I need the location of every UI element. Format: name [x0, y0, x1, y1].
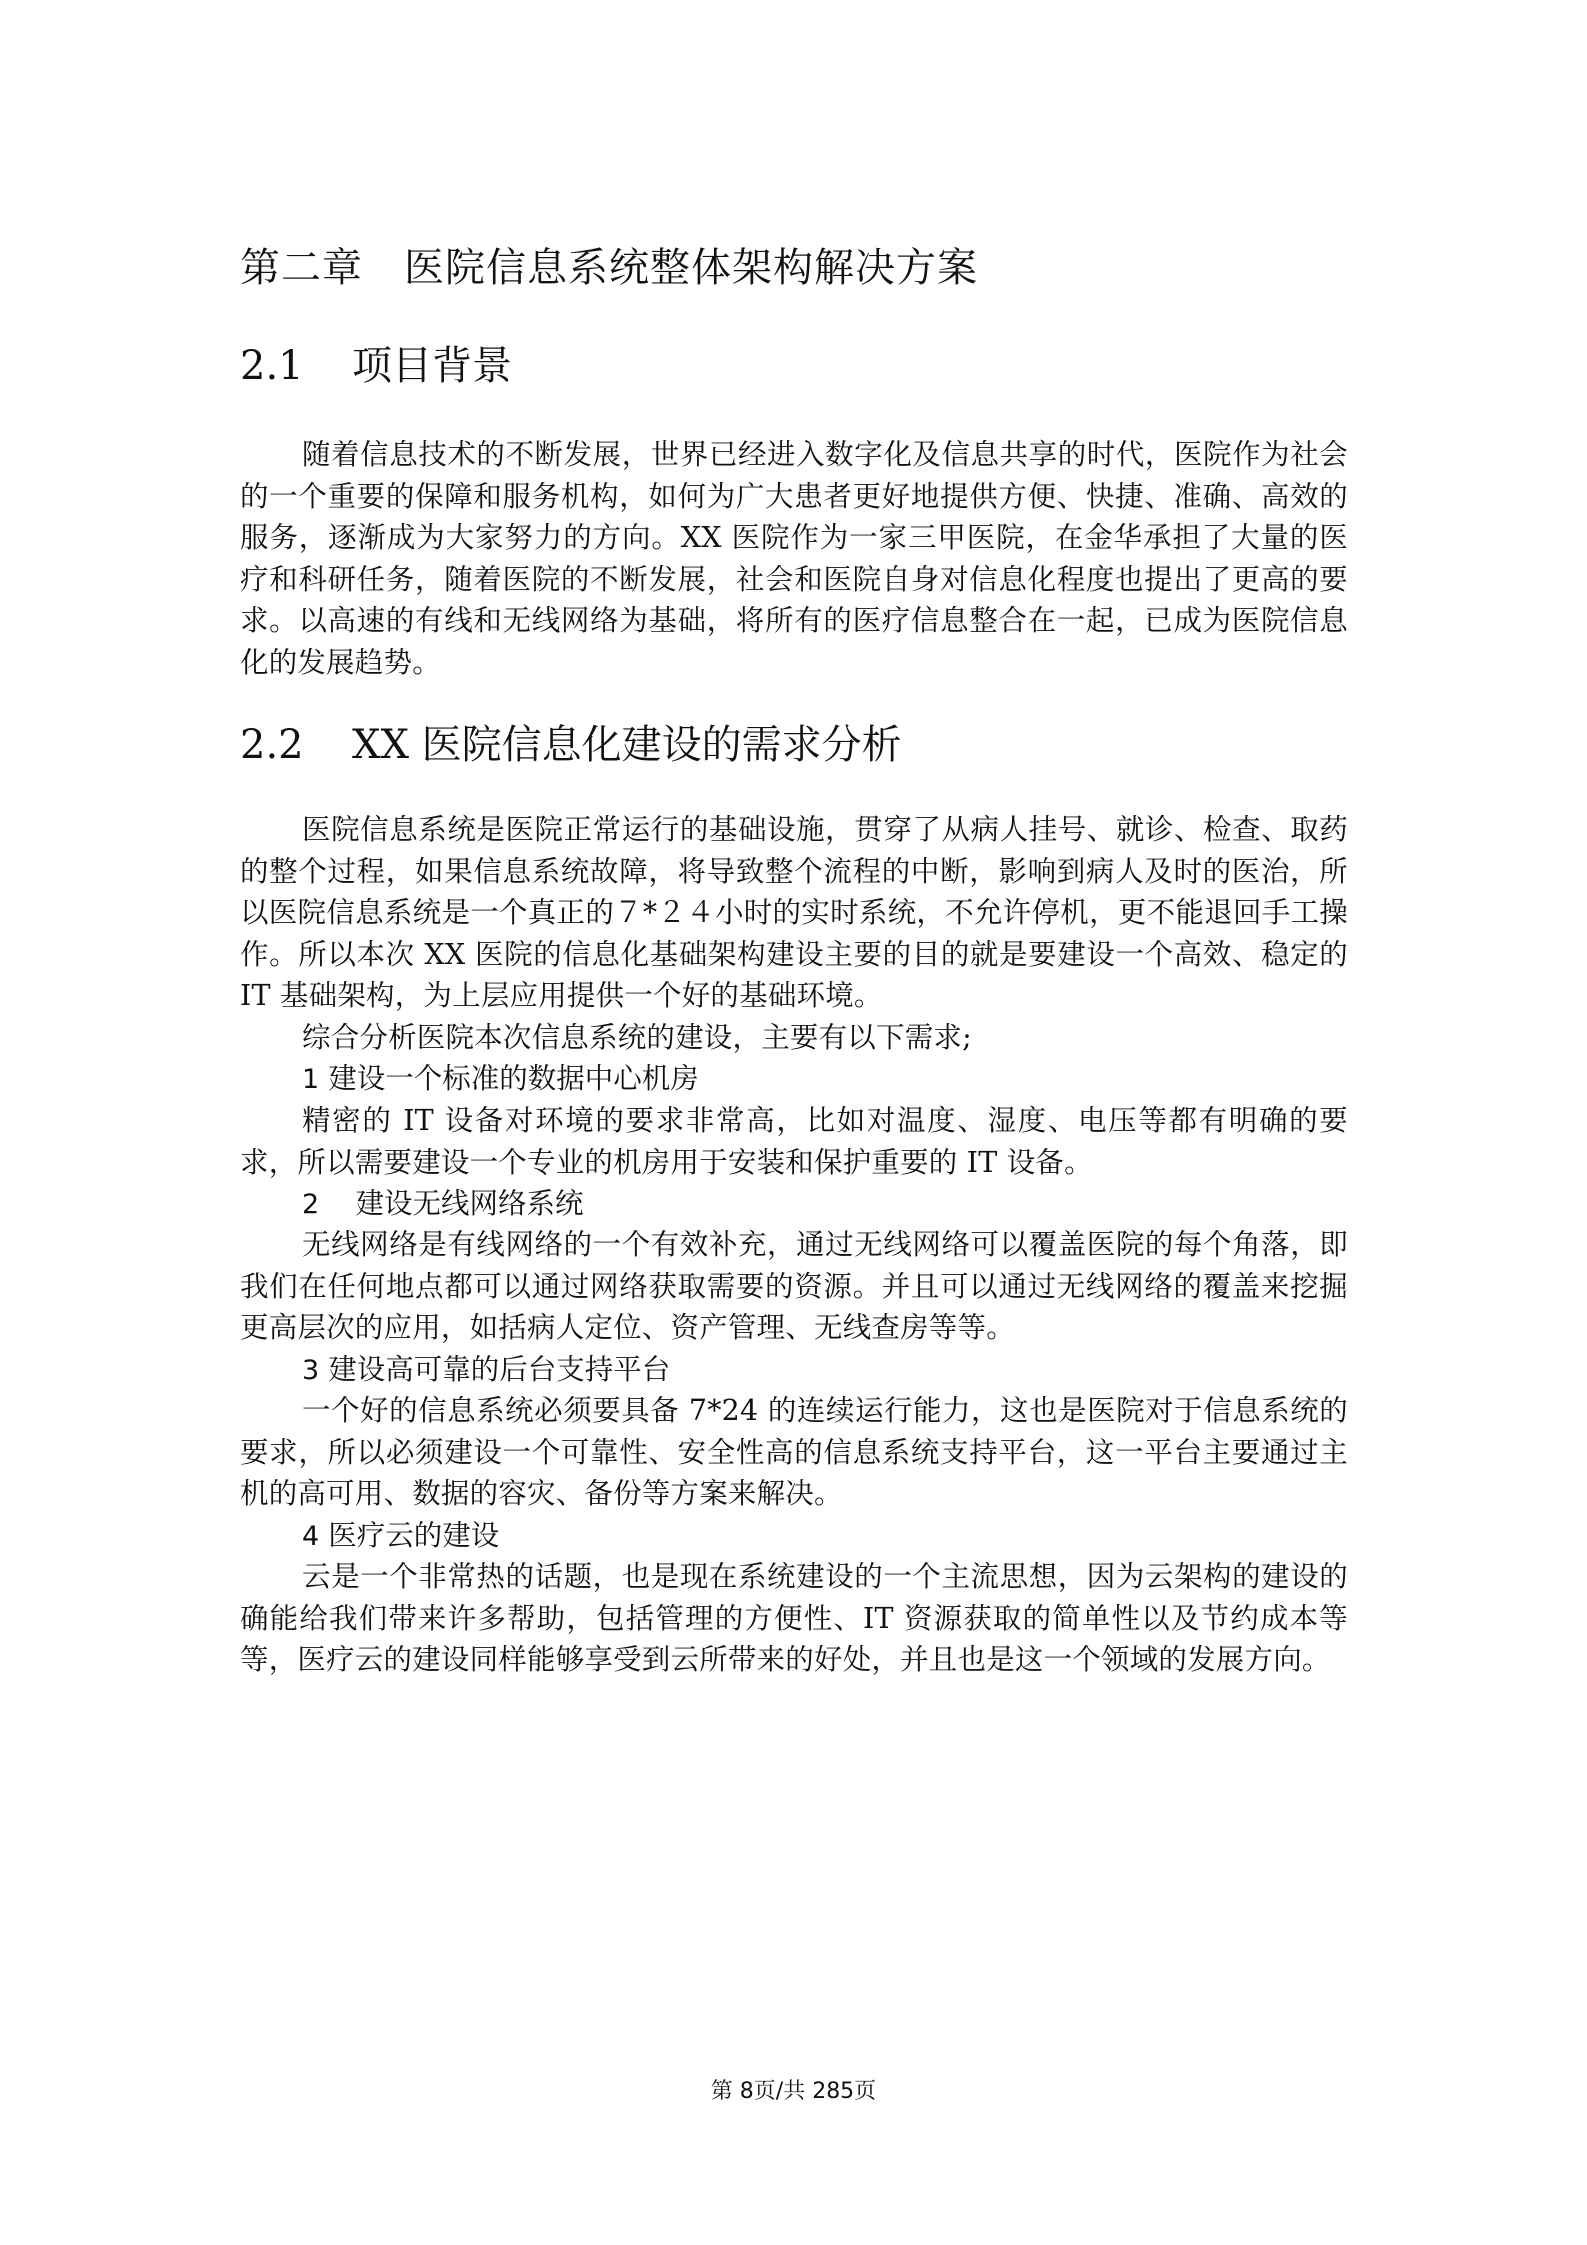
requirements-intro: 综合分析医院本次信息系统的建设，主要有以下需求; [302, 1021, 972, 1054]
page-number-label: 第 8页/共 285页 [710, 2079, 877, 2104]
requirement-heading-3 [302, 1349, 670, 1392]
section-title-text: 项目背景 [352, 343, 512, 389]
requirement-heading-4 [302, 1515, 499, 1558]
chapter-title: 第二章 医院信息系统整体架构解决方案 [240, 245, 978, 291]
requirement-title: 医疗云的建设 [328, 1519, 500, 1552]
section-heading-2-1 [240, 338, 512, 394]
requirement-number: 4 [302, 1521, 320, 1552]
requirement-title: 建设无线网络系统 [355, 1187, 584, 1220]
requirement-title: 建设高可靠的后台支持平台 [328, 1353, 671, 1386]
section-number: 2.2 [240, 722, 304, 768]
requirement-heading-1 [302, 1058, 699, 1101]
requirement-text-1: 精密的 IT 设备对环境的要求非常高，比如对温度、湿度、电压等都有明确的要求，所以需要建设一个专业的机房用于安装和保护重要的 IT 设备。 [240, 1104, 1348, 1179]
background-paragraph: 随着信息技术的不断发展，世界已经进入数字化及信息共享的时代，医院作为社会的一个重要的保障和服务机构，如何为广大患者更好地提供方便、快捷、准确、高效的服务，逐渐成为大家努力的方向。XX 医院作为一家三甲医院，在金华承担了大量的医疗和科研任务，随着医院的不断发展，社会和医院自身对信息化程度也提出了更高的要求。以高速的有线和无线网络为基础，将所有的医疗信息整合在一起，已成为医院信息化的发展趋势。 [240, 438, 1348, 679]
page-footer [0, 2076, 1587, 2108]
requirement-text-2: 无线网络是有线网络的一个有效补充，通过无线网络可以覆盖医院的每个角落，即我们在任何地点都可以通过网络获取需要的资源。并且可以通过无线网络的覆盖来挖掘更高层次的应用，如括病人定位、资产管理、无线查房等等。 [240, 1228, 1348, 1344]
requirement-number: 2 [302, 1189, 320, 1220]
requirement-text-3: 一个好的信息系统必须要具备 7*24 的连续运行能力，这也是医院对于信息系统的要求，所以必须建设一个可靠性、安全性高的信息系统支持平台，这一平台主要通过主机的高可用、数据的容灾、备份等方案来解决。 [240, 1394, 1348, 1510]
section-heading-2-2 [240, 717, 902, 773]
requirement-number: 3 [302, 1355, 320, 1386]
requirement-text-4: 云是一个非常热的话题，也是现在系统建设的一个主流思想，因为云架构的建设的确能给我们带来许多帮助，包括管理的方便性、IT 资源获取的简单性以及节约成本等等，医疗云的建设同样能够享受到云所带来的好处，并且也是这一个领域的发展方向。 [240, 1560, 1348, 1676]
requirement-number: 1 [302, 1064, 320, 1095]
requirement-title: 建设一个标准的数据中心机房 [328, 1062, 699, 1095]
analysis-paragraph: 医院信息系统是医院正常运行的基础设施，贯穿了从病人挂号、就诊、检查、取药的整个过程，如果信息系统故障，将导致整个流程的中断，影响到病人及时的医治，所以医院信息系统是一个真正的７*２４小时的实时系统，不允许停机，更不能退回手工操作。所以本次 XX 医院的信息化基础架构建设主要的目的就是要建设一个高效、稳定的 IT 基础架构，为上层应用提供一个好的基础环境。 [240, 813, 1348, 1012]
section-title-text: XX 医院信息化建设的需求分析 [352, 722, 902, 768]
section-number: 2.1 [240, 343, 304, 389]
requirement-heading-2 [302, 1183, 583, 1226]
